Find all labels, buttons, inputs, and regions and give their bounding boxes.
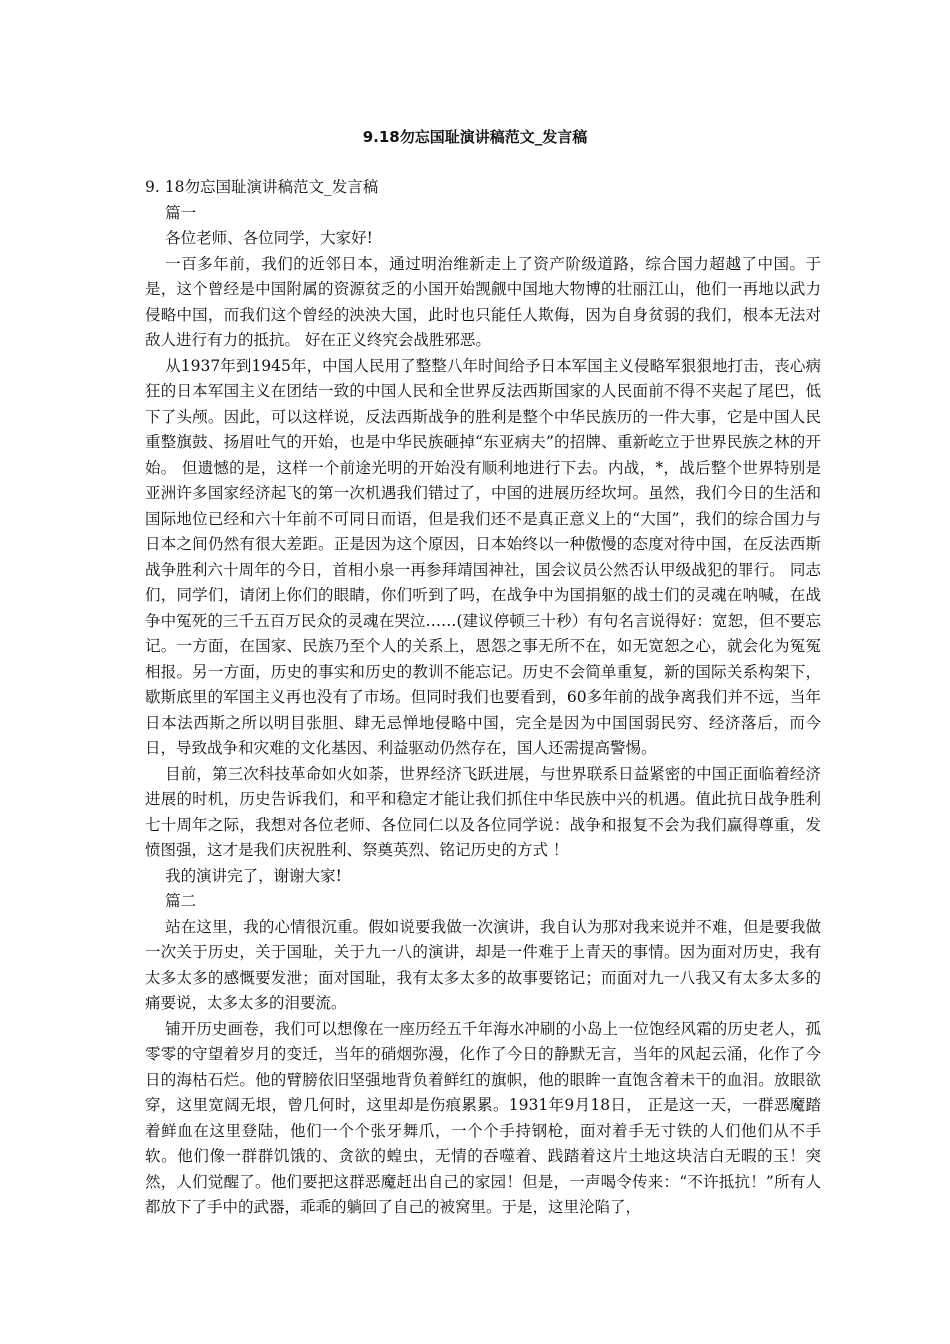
paragraph: 站在这里，我的心情很沉重。假如说要我做一次演讲，我自认为那对我来说并不难，但是要我做一次关于历史，关于国耻，关于九一八的演讲，却是一件难于上青天的事情。因为面对历史，我有太多太多的感慨要发泄；面对国耻，我有太多太多的故事要铭记；而面对九一八我又有太多太多的痛要说，太多太多的泪要流。 — [145, 917, 821, 1012]
document-body — [145, 175, 821, 1221]
section-heading-1: 篇一 — [165, 203, 197, 222]
paragraph: 我的演讲完了，谢谢大家! — [165, 866, 342, 885]
paragraph: 各位老师、各位同学，大家好! — [165, 229, 373, 247]
document-subtitle: 9. 18勿忘国耻演讲稿范文_发言稿 — [145, 178, 379, 196]
section-heading-2: 篇二 — [165, 892, 197, 910]
document-title: 9.18勿忘国耻演讲稿范文_发言稿 — [362, 128, 588, 146]
paragraph: 一百多年前，我们的近邻日本，通过明治维新走上了资产阶级道路，综合国力超越了中国。于是，这个曾经是中国附属的资源贫乏的小国开始觊觎中国地大物博的壮丽江山，他们一再地以武力侵略中国，而我们这个曾经的泱泱大国，此时也只能任人欺侮，因为自身贫弱的我们，根本无法对敌人进行有力的抵抗。 好在正义终究会战胜邪恶。 — [145, 254, 821, 349]
paragraph: 从1937年到1945年，中国人民用了整整八年时间给予日本军国主义侵略军狠狠地打击，丧心病狂的日本军国主义在团结一致的中国人民和全世界反法西斯国家的人民面前不得不夹起了尾巴，低下了头颅。因此，可以这样说，反法西斯战争的胜利是整个中华民族历的一件大事，它是中国人民重整旗鼓、扬眉吐气的开始，也是中华民族砸掉“东亚病夫”的招牌、重新屹立于世界民族之林的开始。 但遗憾的是，这样一个前途光明的开始没有顺利地进行下去。内战，*，战后整个世界特别是亚洲许多国家经济起飞的第一次机遇我们错过了，中国的进展历经坎坷。虽然，我们今日的生活和国际地位已经和六十年前不可同日而语，但是我们还不是真正意义上的“大国”，我们的综合国力与日本之间仍然有很大差距。正是因为这个原因，日本始终以一种傲慢的态度对待中国，在反法西斯战争胜利六十周年的今日，首相小泉一再参拜靖国神社，国会议员公然否认甲级战犯的罪行。 同志们，同学们，请闭上你们的眼睛，你们听到了吗，在战争中为国捐躯的战士们的灵魂在呐喊，在战争中冤死的三千五百万民众的灵魂在哭泣……(建议停顿三十秒）有句名言说得好：宽恕，但不要忘记。一方面，在国家、民族乃至个人的关系上，恩怨之事无所不在，如无宽恕之心，就会化为冤冤相报。另一方面，历史的事实和历史的教训不能忘记。历史不会简单重复，新的国际关系构架下，歇斯底里的军国主义再也没有了市场。但同时我们也要看到，60多年前的战争离我们并不远，当年日本法西斯之所以明目张胆、肆无忌惮地侵略中国，完全是因为中国国弱民穷、经济落后，而今日，导致战争和灾难的文化基因、利益驱动仍然存在，国人还需提高警惕。 — [145, 356, 821, 757]
paragraph: 铺开历史画卷，我们可以想像在一座历经五千年海水冲刷的小岛上一位饱经风霜的历史老人，孤零零的守望着岁月的变迁，当年的硝烟弥漫，化作了今日的静默无言，当年的风起云涌，化作了今日的海枯石烂。他的臂膀依旧坚强地背负着鲜红的旗帜，他的眼眸一直饱含着未干的血泪。放眼欲穿，这里宽阔无垠，曾几何时，这里却是伤痕累累。1931年9月18日， 正是这一天，一群恶魔踏着鲜血在这里登陆，他们一个个张牙舞爪，一个个手持钢枪，面对着手无寸铁的人们他们从不手软。他们像一群群饥饿的、贪欲的蝗虫，无情的吞噬着、践踏着这片土地这块洁白无暇的玉！突然，人们觉醒了。他们要把这群恶魔赶出自己的家园！但是，一声喝令传来：“不许抵抗！”所有人都放下了手中的武器，乖乖的躺回了自己的被窝里。于是，这里沦陷了， — [145, 1019, 821, 1216]
paragraph: 目前，第三次科技革命如火如荼，世界经济飞跃进展，与世界联系日益紧密的中国正面临着经济进展的时机，历史告诉我们，和平和稳定才能让我们抓住中华民族中兴的机遇。值此抗日战争胜利七十周年之际，我想对各位老师、各位同仁以及各位同学说：战争和报复不会为我们赢得尊重，发愤图强，这才是我们庆祝胜利、祭奠英烈、铭记历史的方式 ！ — [145, 764, 821, 859]
